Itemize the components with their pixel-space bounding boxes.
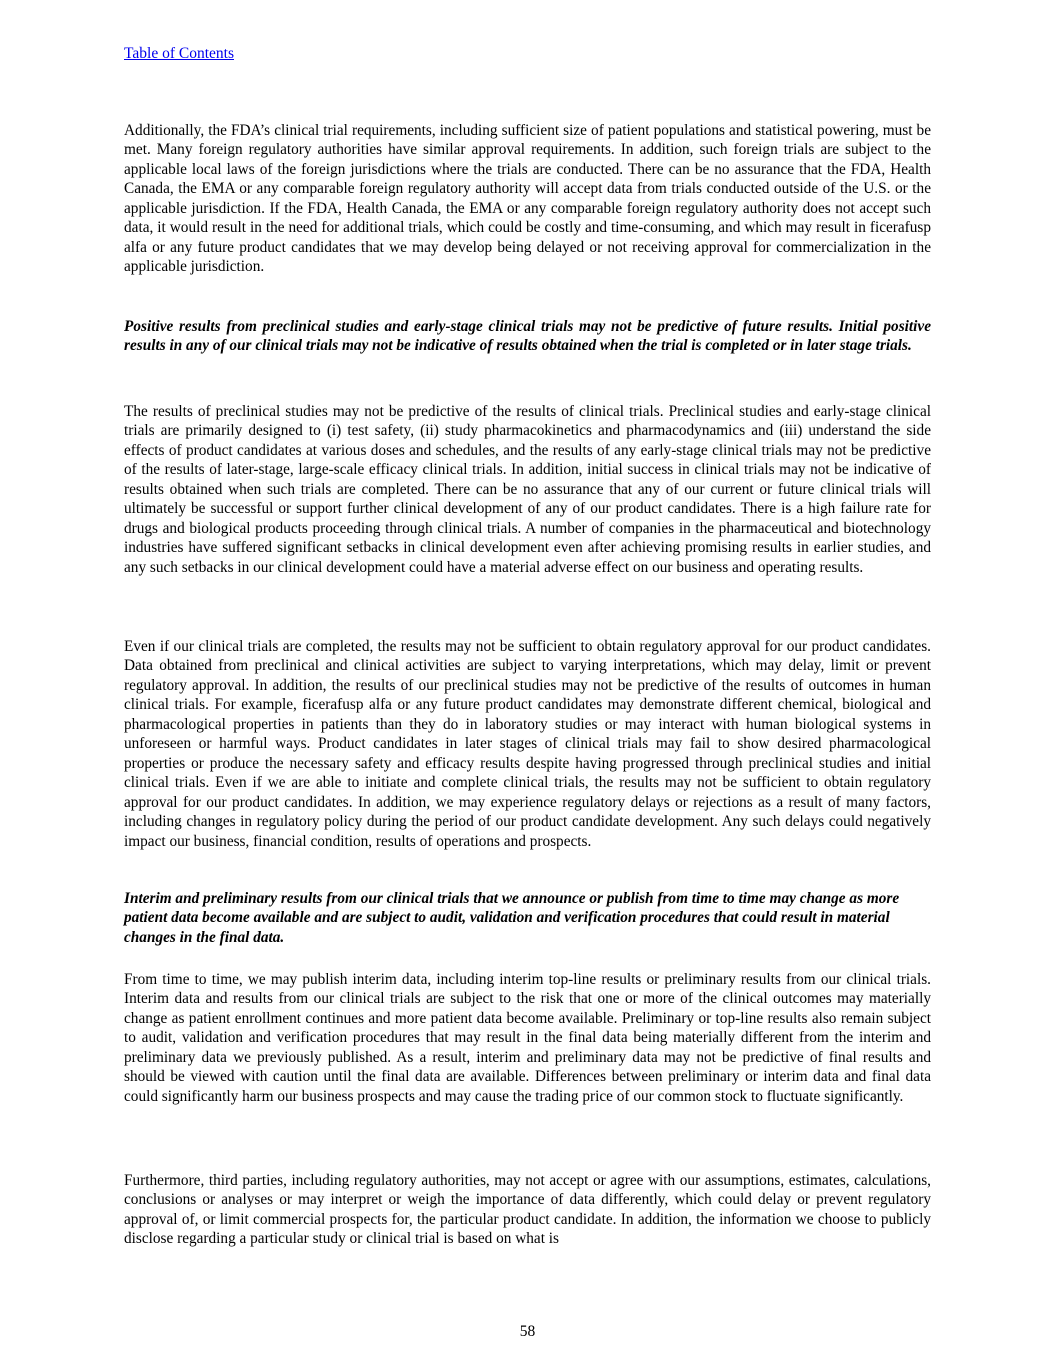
table-of-contents-link[interactable]: Table of Contents bbox=[124, 45, 234, 62]
body-paragraph: Even if our clinical trials are completed, the results may not be sufficient to obtain regulatory approval for our product candidates. Data obtained from preclinical and clinical activities are subject to varying interpretations, which may delay, limit or prevent regulatory approval. In addition, the results of our preclinical studies may not be predictive of the results of outcomes in human clinical trials. For example, ficerafusp alfa or any future product candidates may demonstrate different chemical, biological and pharmacological properties in patients than they do in laboratory studies or may interact with human biological systems in unforeseen or harmful ways. Product candidates in later stages of clinical trials may fail to show desired pharmacological properties or produce the necessary safety and efficacy results despite having progressed through preclinical studies and initial clinical trials. Even if we are able to initiate and complete clinical trials, the results may not be sufficient to obtain regulatory approval for our product candidates. In addition, we may experience regulatory delays or rejections as a result of many factors, including changes in regulatory policy during the period of our product candidate development. Any such delays could negatively impact our business, financial condition, results of operations and prospects. bbox=[124, 638, 931, 850]
section-heading: Positive results from preclinical studies and early-stage clinical trials may not be predictive of future results. Initial positive results in any of our clinical trials may not be indicative of results obtained when the trial is completed or in later stage trials. bbox=[124, 318, 931, 355]
body-paragraph: Additionally, the FDA’s clinical trial requirements, including sufficient size of patient populations and statistical powering, must be met. Many foreign regulatory authorities have similar approval requirements. In addition, such foreign trials are subject to the applicable local laws of the foreign jurisdictions where the trials are conducted. There can be no assurance that the FDA, Health Canada, the EMA or any comparable foreign regulatory authority will accept data from trials conducted outside of the U.S. or the applicable jurisdiction. If the FDA, Health Canada, the EMA or any comparable foreign regulatory authority does not accept such data, it would result in the need for additional trials, which could be costly and time-consuming, and which may result in ficerafusp alfa or any future product candidates that we may develop being delayed or not receiving approval for commercialization in the applicable jurisdiction. bbox=[124, 122, 931, 276]
section-heading: Interim and preliminary results from our clinical trials that we announce or publish from time to time may change as more patient data become available and are subject to audit, validation and verification procedures that could result in material changes in the final data. bbox=[124, 890, 900, 946]
page-number: 58 bbox=[519, 1323, 536, 1340]
body-paragraph: The results of preclinical studies may not be predictive of the results of clinical trials. Preclinical studies and early-stage clinical trials are primarily designed to (i) test safety, (ii) study pharmacokinetics and pharmacodynamics and (iii) understand the side effects of product candidates at various doses and schedules, and the results of any early-stage clinical trials may not be predictive of the results of later-stage, large-scale efficacy clinical trials. In addition, initial success in clinical trials may not be indicative of results obtained when such trials are completed. There can be no assurance that any of our current or future clinical trials will ultimately be successful or support further clinical development of any of our product candidates. There is a high failure rate for drugs and biological products proceeding through clinical trials. A number of companies in the pharmaceutical and biotechnology industries have suffered significant setbacks in clinical development even after achieving promising results in earlier studies, and any such setbacks in our clinical development could have a material adverse effect on our business and operating results. bbox=[124, 403, 931, 576]
body-paragraph: From time to time, we may publish interim data, including interim top-line results or preliminary results from our clinical trials. Interim data and results from our clinical trials are subject to the risk that one or more of the clinical outcomes may materially change as patient enrollment continues and more patient data become available. Preliminary or top-line results also remain subject to audit, validation and verification procedures that may result in the final data being materially different from the interim and preliminary data we previously published. As a result, interim and preliminary data may not be predictive of final results and should be viewed with caution until the final data are available. Differences between preliminary or interim data and final data could significantly harm our business prospects and may cause the trading price of our common stock to fluctuate significantly. bbox=[124, 971, 931, 1105]
body-paragraph: Furthermore, third parties, including regulatory authorities, may not accept or agree with our assumptions, estimates, calculations, conclusions or analyses or may interpret or weigh the importance of data differently, which could delay or prevent regulatory approval of, or limit commercial prospects for, the particular product candidate. In addition, the information we choose to publicly disclose regarding a particular study or clinical trial is based on what is bbox=[124, 1172, 931, 1248]
